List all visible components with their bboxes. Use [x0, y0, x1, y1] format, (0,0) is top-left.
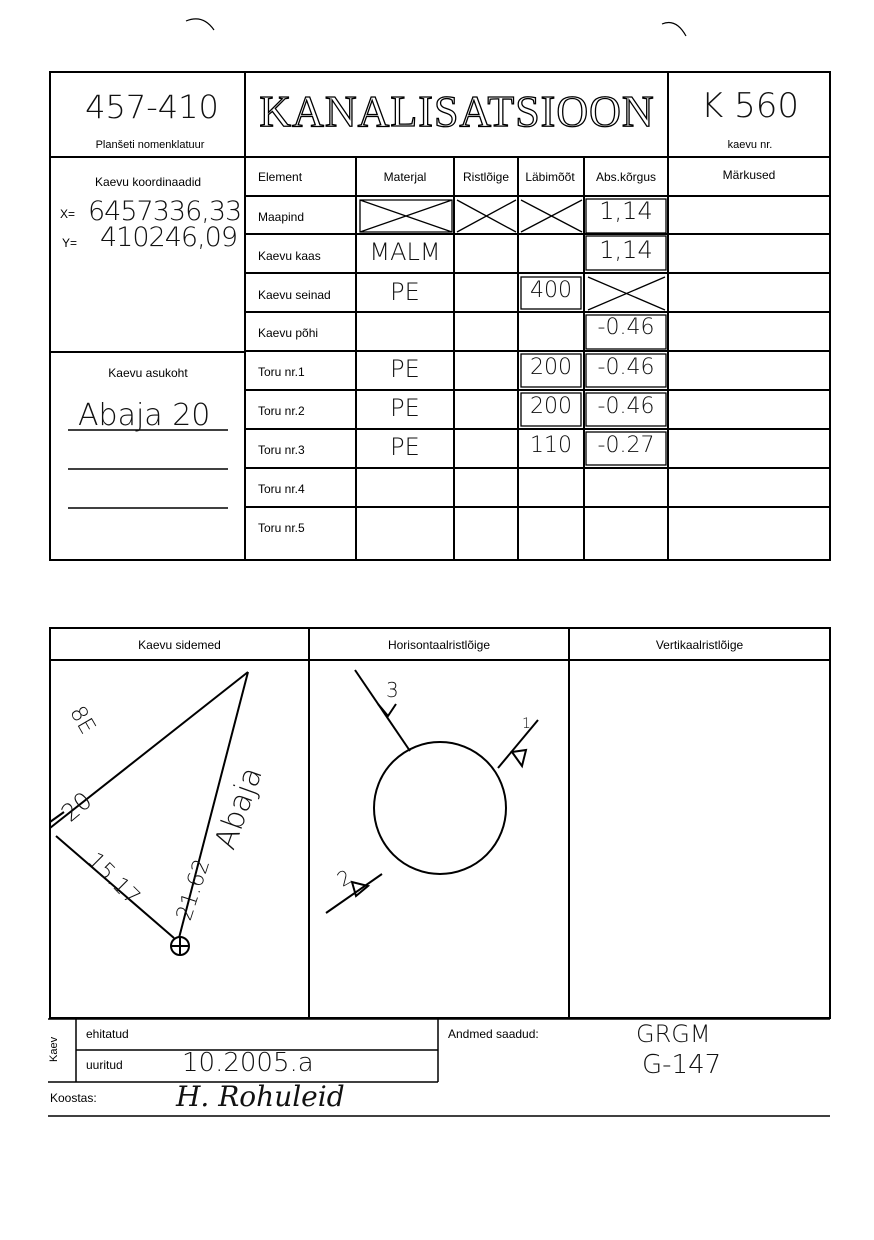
built-label: ehitatud	[86, 1027, 129, 1041]
row-height: -0.27	[597, 433, 655, 458]
row-element: Toru nr.1	[258, 365, 305, 379]
dimension-15-17: 15.17	[82, 848, 145, 911]
pipe-number-2: 2	[332, 864, 356, 892]
x-coordinate-label: X=	[60, 207, 76, 221]
compiler-label: Koostas:	[50, 1091, 97, 1105]
row-material: PE	[390, 433, 420, 461]
col-header-element: Element	[258, 170, 303, 184]
coordinates-label: Kaevu koordinaadid	[94, 175, 202, 189]
location-value: Abaja 20	[78, 398, 211, 433]
row-diameter: 110	[530, 433, 572, 458]
dimension-21-62: 21.62	[172, 856, 216, 924]
row-height: -0.46	[597, 315, 655, 340]
data-source-value-2: G-147	[642, 1050, 722, 1080]
col-header-material: Materjal	[383, 170, 427, 184]
well-number-label: kaevu nr.	[727, 139, 773, 151]
panel-title-vertical-section: Vertikaalristlõige	[655, 638, 744, 652]
row-element: Toru nr.4	[258, 482, 305, 496]
plan-sheet-value: 457-410	[85, 88, 219, 126]
dimension-20: 20	[56, 786, 98, 828]
row-element: Toru nr.5	[258, 521, 305, 535]
panel-title-horizontal-section: Horisontaalristlõige	[387, 638, 491, 652]
y-coordinate-label: Y=	[62, 236, 78, 250]
row-element: Toru nr.2	[258, 404, 305, 418]
row-height: -0.46	[597, 394, 655, 419]
row-element: Toru nr.3	[258, 443, 305, 457]
street-label: Abaja	[208, 762, 270, 854]
data-source-value-1: GRGM	[636, 1020, 711, 1048]
row-element: Kaevu põhi	[258, 326, 319, 340]
y-coordinate-value: 410246,09	[100, 222, 238, 253]
row-element: Kaevu seinad	[258, 288, 331, 302]
well-number-value: K 560	[701, 86, 799, 126]
col-header-notes: Märkused	[722, 168, 776, 182]
pipe-number-1: 1	[522, 716, 531, 732]
row-element: Kaevu kaas	[258, 249, 321, 263]
plan-sheet-label: Planšeti nomenklatuur	[95, 139, 205, 151]
row-material: PE	[390, 278, 420, 306]
side-label-well: Kaev	[48, 1036, 60, 1062]
row-height: -0.46	[597, 355, 655, 380]
data-source-label: Andmed saadud:	[448, 1027, 539, 1041]
col-header-cross-section: Ristlõige	[462, 170, 510, 184]
row-height: 1,14	[599, 197, 653, 225]
row-diameter: 400	[530, 278, 572, 303]
location-label: Kaevu asukoht	[108, 366, 188, 380]
col-header-abs-height: Abs.kõrgus	[595, 170, 657, 184]
compiler-signature: H. Rohuleid	[176, 1080, 345, 1113]
panel-title-connections: Kaevu sidemed	[138, 638, 221, 652]
surveyed-label: uuritud	[86, 1058, 123, 1072]
building-mark: 8E	[64, 702, 100, 739]
row-diameter: 200	[530, 355, 572, 380]
row-element: Maapind	[258, 210, 305, 224]
row-height: 1,14	[599, 236, 653, 264]
surveyed-value: 10.2005.a	[182, 1048, 314, 1078]
row-material: PE	[390, 394, 420, 422]
page-title: KANALISATSIOON	[259, 87, 655, 136]
col-header-diameter: Läbimõõt	[525, 170, 575, 184]
x-coordinate-value: 6457336,33	[88, 196, 242, 227]
row-material: MALM	[369, 238, 441, 266]
pipe-number-3: 3	[386, 678, 399, 702]
row-material: PE	[390, 355, 420, 383]
row-diameter: 200	[530, 394, 572, 419]
